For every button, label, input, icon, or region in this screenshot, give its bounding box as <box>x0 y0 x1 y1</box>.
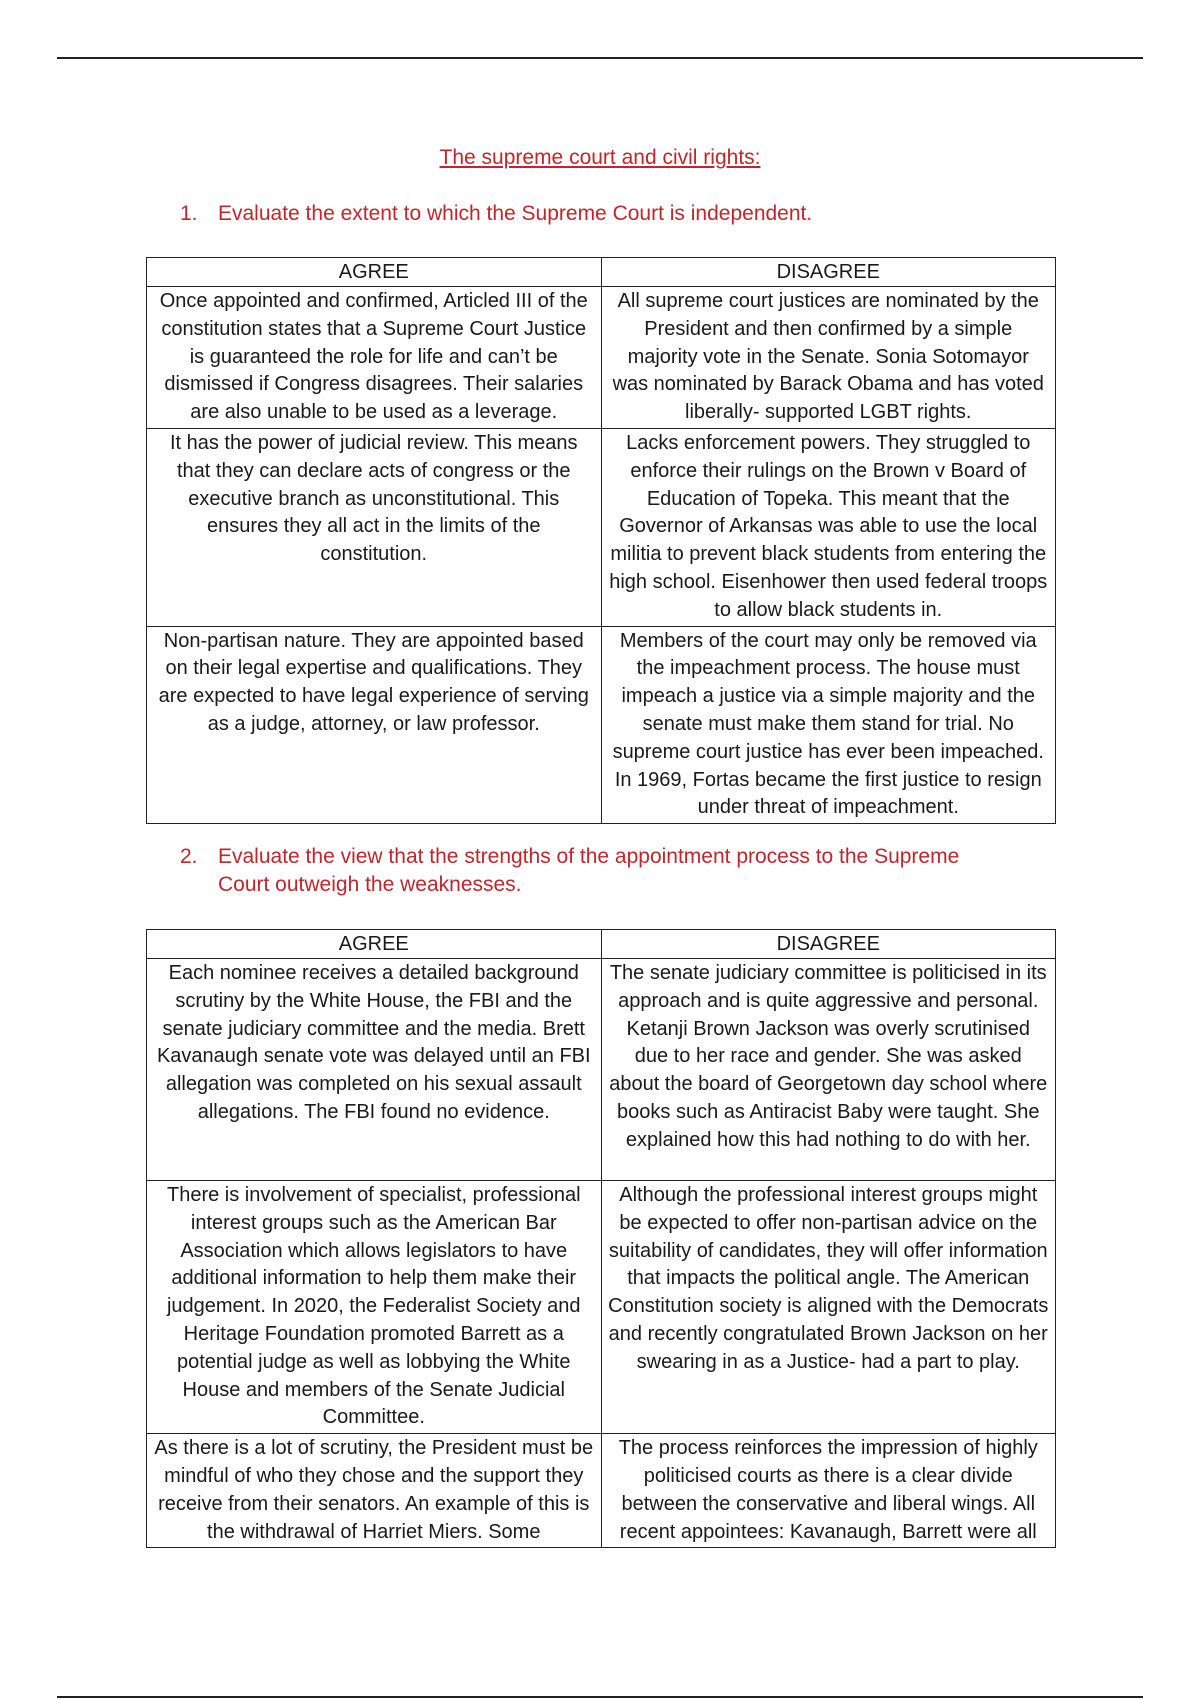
bottom-rule <box>57 1696 1143 1698</box>
agree-cell: It has the power of judicial review. This means that they can declare acts of congress or the executive branch as unconstitutional. This ensures they all act in the limits of the constitution. <box>147 428 602 626</box>
agree-cell: Each nominee receives a detailed background scrutiny by the White House, the FBI and the senate judiciary committee and the media. Brett Kavanaugh senate vote was delayed until an FBI allegation was completed on his sexual assault allegations. The FBI found no evidence. <box>147 959 602 1181</box>
disagree-cell: Members of the court may only be removed via the impeachment process. The house must impeach a justice via a simple majority and the senate must make them stand for trial. No supreme court justice has ever been impeached. In 1969, Fortas became the first justice to resign under threat of impeachment. <box>601 626 1056 824</box>
question-2 <box>180 843 1000 899</box>
comparison-table-1 <box>146 257 1056 824</box>
table-row <box>147 287 1056 429</box>
comparison-table-2 <box>146 929 1056 1548</box>
question-1 <box>180 200 1000 228</box>
question-text: Evaluate the view that the strengths of the appointment process to the Supreme Court outweigh the weaknesses. <box>218 845 960 896</box>
table-row <box>147 1434 1056 1548</box>
table-header-row <box>147 258 1056 287</box>
table-row <box>147 1181 1056 1434</box>
agree-cell: Non-partisan nature. They are appointed based on their legal expertise and qualifications. They are expected to have legal experience of serving as a judge, attorney, or law professor. <box>147 626 602 824</box>
question-number: 1. <box>180 202 198 225</box>
disagree-cell: Although the professional interest groups might be expected to offer non-partisan advice on the suitability of candidates, they will offer information that impacts the political angle. The American Constitution society is aligned with the Democrats and recently congratulated Brown Jackson on her swearing in as a Justice- had a part to play. <box>601 1181 1056 1434</box>
page-title: The supreme court and civil rights: <box>439 146 761 169</box>
disagree-cell: All supreme court justices are nominated by the President and then confirmed by a simple majority vote in the Senate. Sonia Sotomayor was nominated by Barack Obama and has voted liberally- supported LGBT rights. <box>601 287 1056 429</box>
question-number: 2. <box>180 845 198 868</box>
top-rule <box>57 57 1143 59</box>
disagree-header: DISAGREE <box>601 930 1056 959</box>
table-row <box>147 959 1056 1181</box>
table-row <box>147 428 1056 626</box>
disagree-cell: The senate judiciary committee is politicised in its approach and is quite aggressive and personal. Ketanji Brown Jackson was overly scrutinised due to her race and gender. She was asked about the board of Georgetown day school where books such as Antiracist Baby were taught. She explained how this had nothing to do with her. <box>601 959 1056 1181</box>
agree-cell: Once appointed and confirmed, Articled III of the constitution states that a Supreme Court Justice is guaranteed the role for life and can’t be dismissed if Congress disagrees. Their salaries are also unable to be used as a leverage. <box>147 287 602 429</box>
agree-cell: There is involvement of specialist, professional interest groups such as the American Bar Association which allows legislators to have additional information to help them make their judgement. In 2020, the Federalist Society and Heritage Foundation promoted Barrett as a potential judge as well as lobbying the White House and members of the Senate Judicial Committee. <box>147 1181 602 1434</box>
agree-cell: As there is a lot of scrutiny, the President must be mindful of who they chose and the support they receive from their senators. An example of this is the withdrawal of Harriet Miers. Some <box>147 1434 602 1548</box>
agree-header: AGREE <box>147 930 602 959</box>
disagree-cell: The process reinforces the impression of highly politicised courts as there is a clear divide between the conservative and liberal wings. All recent appointees: Kavanaugh, Barrett were all <box>601 1434 1056 1548</box>
table-header-row <box>147 930 1056 959</box>
disagree-header: DISAGREE <box>601 258 1056 287</box>
question-text: Evaluate the extent to which the Supreme Court is independent. <box>218 202 813 225</box>
disagree-cell: Lacks enforcement powers. They struggled to enforce their rulings on the Brown v Board of Education of Topeka. This meant that the Governor of Arkansas was able to use the local militia to prevent black students from entering the high school. Eisenhower then used federal troops to allow black students in. <box>601 428 1056 626</box>
table-row <box>147 626 1056 824</box>
agree-header: AGREE <box>147 258 602 287</box>
